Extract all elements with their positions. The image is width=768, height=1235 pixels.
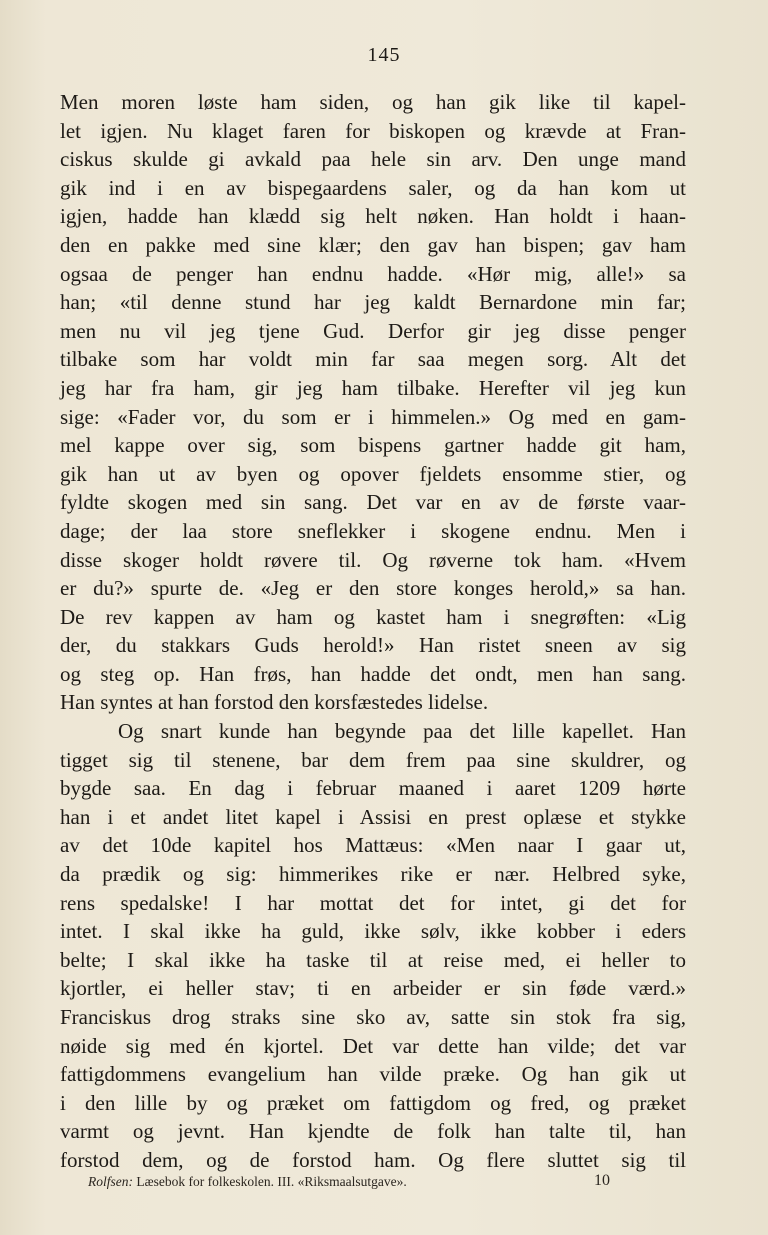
text-line: nøide sig med én kjortel. Det var dette han vilde; det var	[60, 1033, 686, 1058]
text-line: fattigdommens evangelium han vilde præke. Og han gik ut	[60, 1062, 686, 1087]
text-line: er du?» spurte de. «Jeg er den store konges herold,» sa han.	[60, 576, 686, 601]
text-line: da prædik og sig: himmerikes rike er nær. Helbred syke,	[60, 862, 686, 887]
footer-author: Rolfsen:	[88, 1174, 133, 1189]
text-line: tigget sig til stenene, bar dem frem paa sine skuldrer, og	[60, 747, 686, 772]
page-number: 145	[367, 44, 401, 66]
text-line: den en pakke med sine klær; den gav han bispen; gav ham	[60, 232, 686, 257]
text-line: varmt og jevnt. Han kjendte de folk han talte til, han	[60, 1119, 686, 1144]
text-line: av det 10de kapitel hos Mattæus: «Men naar I gaar ut,	[60, 833, 686, 858]
text-line: kjortler, ei heller stav; ti en arbeider er sin føde værd.»	[60, 976, 686, 1001]
text-line: mel kappe over sig, som bispens gartner hadde git ham,	[60, 433, 686, 458]
text-line: ogsaa de penger han endnu hadde. «Hør mig, alle!» sa	[60, 261, 686, 286]
text-line: ciskus skulde gi avkald paa hele sin arv. Den unge mand	[60, 147, 686, 172]
text-line: De rev kappen av ham og kastet ham i snegrøften: «Lig	[60, 604, 686, 629]
text-line: tilbake som har voldt min far saa megen sorg. Alt det	[60, 347, 686, 372]
text-line: bygde saa. En dag i februar maaned i aaret 1209 hørte	[60, 776, 686, 801]
footer-title: Læsebok for folkeskolen. III. «Riksmaalsutgave».	[136, 1174, 407, 1189]
text-line: Og snart kunde han begynde paa det lille kapellet. Han	[118, 719, 686, 744]
text-line: men nu vil jeg tjene Gud. Derfor gir jeg disse penger	[60, 318, 686, 343]
body-text	[60, 88, 686, 1175]
text-line: han; «til denne stund har jeg kaldt Bernardone min far;	[60, 290, 686, 315]
text-line: i den lille by og præket om fattigdom og fred, og præket	[60, 1090, 686, 1115]
text-line: og steg op. Han frøs, han hadde det ondt, men han sang.	[60, 661, 686, 686]
text-line: sige: «Fader vor, du som er i himmelen.» Og med en gam-	[60, 404, 686, 429]
page-footer	[88, 1174, 628, 1190]
signature-mark: 10	[594, 1172, 610, 1189]
text-line: belte; I skal ikke ha taske til at reise med, ei heller to	[60, 947, 686, 972]
text-line: gik ind i en av bispegaardens saler, og da han kom ut	[60, 175, 686, 200]
text-line: dage; der laa store sneflekker i skogene endnu. Men i	[60, 518, 686, 543]
text-line: forstod dem, og de forstod ham. Og flere sluttet sig til	[60, 1147, 686, 1172]
text-line: jeg har fra ham, gir jeg ham tilbake. Herefter vil jeg kun	[60, 375, 686, 400]
text-line: let igjen. Nu klaget faren for biskopen og krævde at Fran-	[60, 118, 686, 143]
text-line: gik han ut av byen og opover fjeldets ensomme stier, og	[60, 461, 686, 486]
text-line: Franciskus drog straks sine sko av, satte sin stok fra sig,	[60, 1005, 686, 1029]
text-line: rens spedalske! I har mottat det for intet, gi det for	[60, 890, 686, 915]
text-line: der, du stakkars Guds herold!» Han ristet sneen av sig	[60, 633, 686, 658]
text-line: fyldte skogen med sin sang. Det var en av de første vaar-	[60, 490, 686, 515]
text-line: Han syntes at han forstod den korsfæstedes lidelse.	[60, 690, 489, 715]
text-line: han i et andet litet kapel i Assisi en prest oplæse et stykke	[60, 804, 686, 829]
text-line: intet. I skal ikke ha guld, ikke sølv, ikke kobber i eders	[60, 919, 686, 944]
text-line: igjen, hadde han klædd sig helt nøken. Han holdt i haan-	[60, 204, 686, 229]
text-line: Men moren løste ham siden, og han gik like til kapel-	[60, 90, 686, 114]
text-line: disse skoger holdt røvere til. Og røverne tok ham. «Hvem	[60, 547, 686, 572]
